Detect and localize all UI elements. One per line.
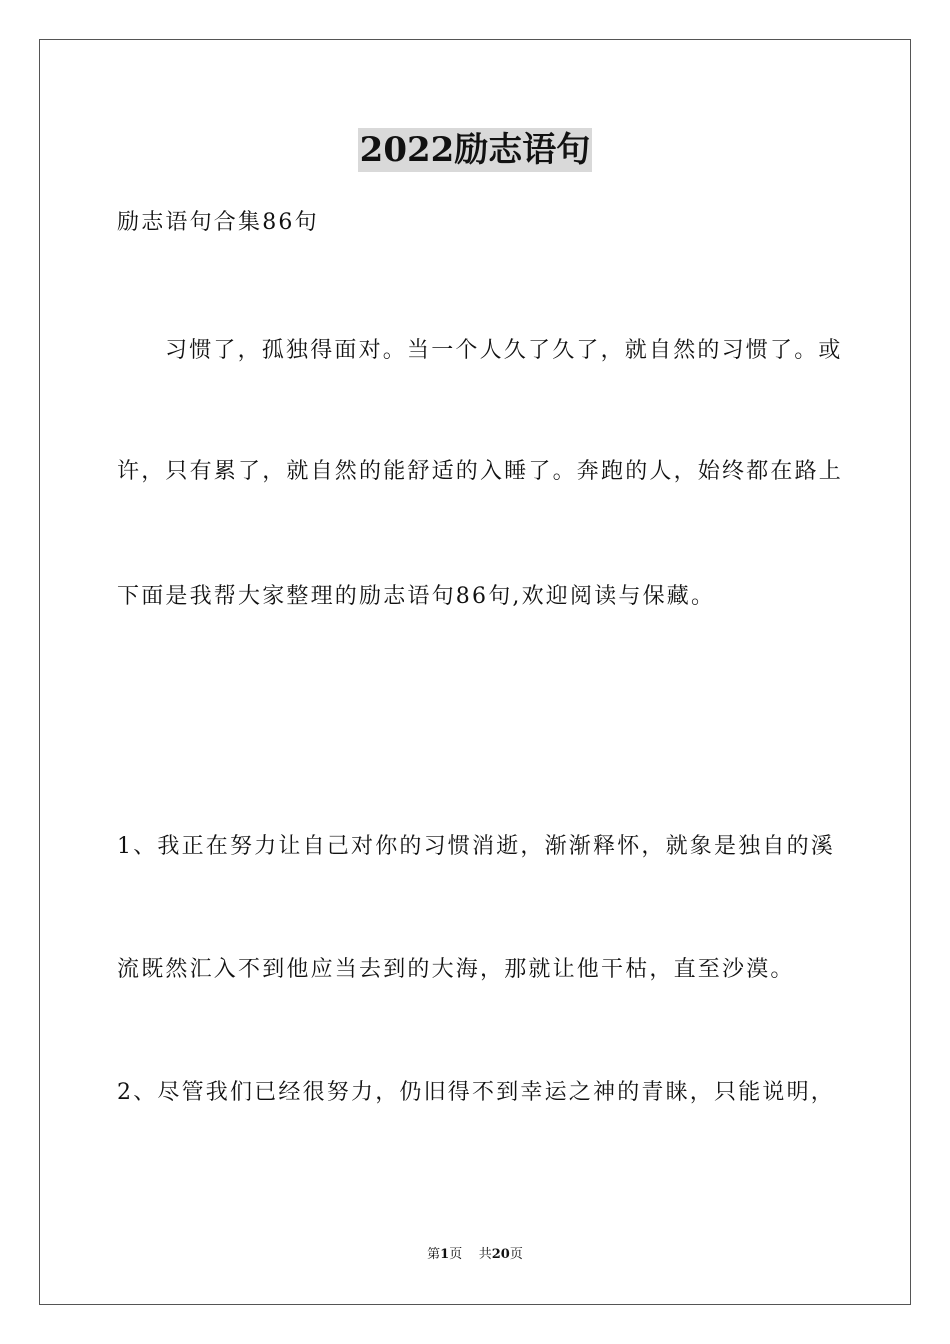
page-footer [0, 1246, 950, 1264]
paragraph-line-5: 流既然汇入不到他应当去到的大海，那就让他干枯，直至沙漠。 [117, 957, 795, 982]
document-title: 2022励志语句 [359, 130, 591, 170]
paragraph-line-2: 许，只有累了，就自然的能舒适的入睡了。奔跑的人，始终都在路上 [117, 459, 844, 484]
total-pages: 20 [491, 1247, 510, 1262]
paragraph-line-1: 习惯了，孤独得面对。当一个人久了久了，就自然的习惯了。或 [165, 338, 843, 363]
page-prefix: 第 [427, 1247, 441, 1262]
page-number: 1 [440, 1247, 450, 1262]
total-prefix: 共 [478, 1247, 492, 1262]
paragraph-line-4: 1、我正在努力让自己对你的习惯消逝，渐渐释怀，就象是独自的溪 [117, 834, 835, 859]
paragraph-line-3: 下面是我帮大家整理的励志语句86句,欢迎阅读与保藏。 [117, 584, 716, 609]
title-container [0, 128, 950, 172]
total-suffix: 页 [509, 1247, 523, 1262]
paragraph-line-6: 2、尽管我们已经很努力，仍旧得不到幸运之神的青睐，只能说明， [117, 1080, 835, 1105]
page-suffix: 页 [449, 1247, 463, 1262]
document-subtitle: 励志语句合集86句 [117, 210, 319, 235]
